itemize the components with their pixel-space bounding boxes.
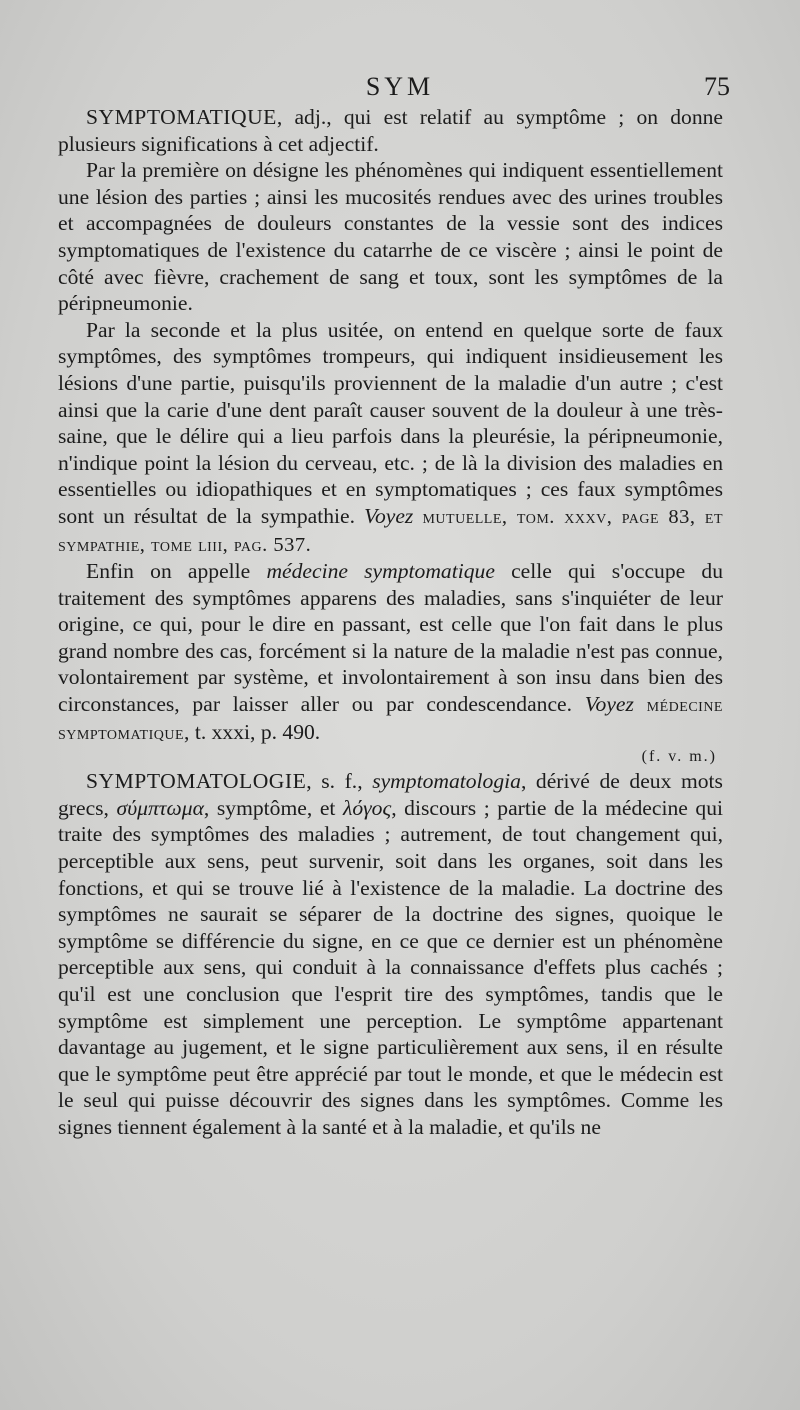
cross-reference: sympathie <box>58 533 140 556</box>
paragraph-first-sense <box>58 157 723 317</box>
cross-reference: médecine symptomatique <box>58 694 723 744</box>
paragraph-text: , discours ; partie de la médecine qui traite des symptômes des maladies ; autrement, de tout changement qui, perceptible aux sens, peut survenir, soit dans les organes, soit dans les fonctions, et qui se trouve lié à l'existence de la maladie. La doctrine des symptômes ne saurait se séparer de la doctrine des signes, quoique le symptôme se différencie du signe, en ce que ce dernier est un phénomène perceptible aux sens, qui conduit à la connaissance d'effets plus cachés ; qu'il est une conclusion que l'esprit tire des symptômes, tandis que le symptôme est simplement une perception. Le symptôme appartenant davantage au jugement, et le signe particulièrement aux sens, il en résulte que le symptôme peut être apprécié par tout le monde, et que le médecin est le seul qui puisse découvrir des signes dans les symptômes. Comme les signes tiennent également à la santé et à la maladie, et qu'ils ne <box>58 795 724 1139</box>
cross-reference-location: , tom. xxxv, page 83, et <box>501 505 724 528</box>
paragraph-second-sense <box>58 317 723 558</box>
headword-symptomatique: SYMPTOMATIQUE <box>86 105 277 129</box>
entry-symptomatologie <box>58 768 723 1140</box>
running-head: SYM <box>365 72 435 101</box>
paragraph-symptomatic-medicine <box>58 558 723 746</box>
headword-symptomatologie: SYMPTOMATOLOGIE <box>86 769 307 794</box>
body-text <box>58 104 723 1141</box>
entry-symptomatique-definition <box>58 104 723 157</box>
greek-term: λόγος <box>343 795 392 820</box>
grammar-label: , s. f., <box>306 769 363 794</box>
etymology-text: , dérivé de deux mots grecs, <box>58 769 723 820</box>
author-initials: (f. v. m.) <box>641 748 717 766</box>
etymology-text: , symptôme, et <box>203 795 336 820</box>
voyez-label: Voyez <box>584 692 634 717</box>
defined-term: médecine symptomatique <box>266 559 495 584</box>
cross-reference-location: , tome liii, pag. 537. <box>139 533 312 556</box>
paragraph-lead: Enfin on appelle <box>86 559 251 584</box>
page-number: 75 <box>704 72 730 101</box>
cross-reference-location: , t. xxxi, p. 490. <box>184 719 321 744</box>
voyez-label: Voyez <box>364 503 414 528</box>
greek-term: σύμπτωμα <box>116 795 204 820</box>
paragraph-text: celle qui s'occupe du traitement des symptômes apparens des maladies, sans s'inquiéter de leur origine, ce qui, pour le dire en passant, est celle que l'on fait dans le plus grand nombre des cas, forcément si la nature de la maladie n'est pas connue, volontairement par système, et involontairement à son insu dans bien des circonstances, par laisser aller ou par condescendance. <box>58 559 723 717</box>
paragraph-text: Par la première on désigne les phénomènes qui indiquent essentiellement une lésion des parties ; ainsi les mucosités rendues avec des urines troubles et accompagnées de douleurs constantes de la vessie sont des indices symptomatiques de l'existence du catarrhe de ce viscère ; ainsi le point de côté avec fièvre, crachement de sang et toux, sont les symptômes de la péripneumonie. <box>58 158 723 316</box>
cross-reference: mutuelle <box>422 505 502 528</box>
definition-text: , adj., qui est relatif au symptôme ; on donne plusieurs significations à cet adjectif. <box>58 105 723 156</box>
latin-term: symptomatologia <box>372 769 521 794</box>
paragraph-text: Par la seconde et la plus usitée, on entend en quelque sorte de faux symptômes, des symptômes trompeurs, qui indiquent insidieusement les lésions d'une partie, puisqu'ils proviennent de la maladie d'un autre ; c'est ainsi que la carie d'une dent paraît causer souvent de la douleur à une très-saine, que le délire qui a lieu parfois dans la pleurésie, la péripneumonie, n'indique point la lésion du cerveau, etc. ; de là la division des maladies en essentielles ou idiopathiques et en symptomatiques ; ces faux symptômes sont un résultat de la sympathie. <box>58 317 723 528</box>
